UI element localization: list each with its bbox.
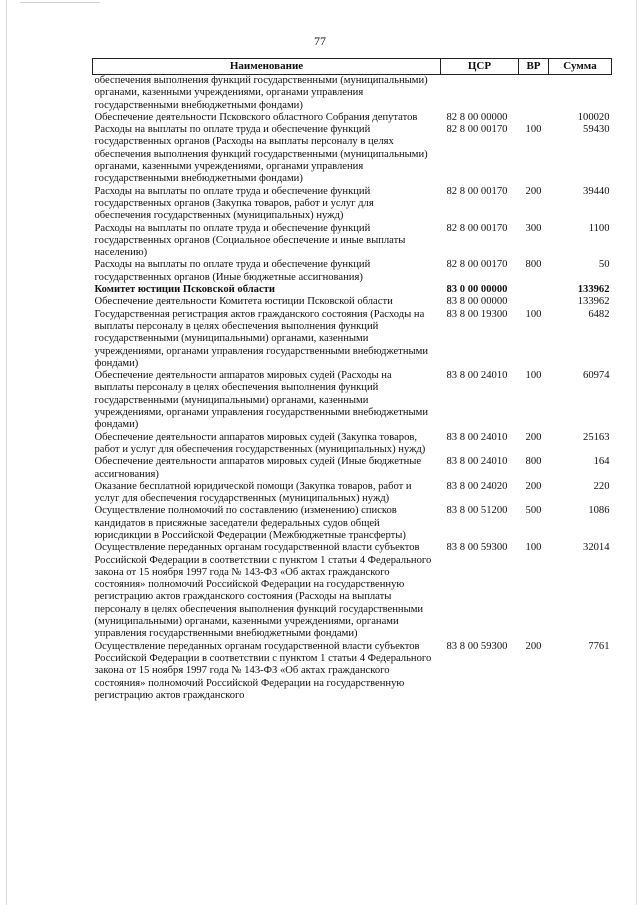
cell-sum: 59430 — [583, 124, 610, 136]
cell-vr: 500 — [525, 505, 542, 517]
cell-name: Расходы на выплаты по оплате труда и обеспечение функций государственных органов (Закупка товаров, работ и услуг для обеспечения государственных (муниципальных) нужд) — [94, 185, 374, 222]
cell-sum: 164 — [593, 456, 610, 468]
table-row — [93, 505, 612, 542]
cell-csr: 82 8 00 00170 — [446, 222, 508, 234]
cell-csr: 83 8 00 24010 — [446, 456, 508, 468]
table-row — [93, 432, 612, 457]
table-body — [93, 75, 612, 703]
cell-vr: 200 — [525, 431, 542, 443]
table-row — [93, 456, 612, 481]
cell-csr: 83 8 00 59300 — [446, 640, 508, 652]
budget-table-container — [92, 58, 611, 702]
cell-name: Расходы на выплаты по оплате труда и обеспечение функций государственных органов (Расходы на выплаты персоналу в целях обеспечения выполнения функций государственными (муниципальными) органами, казенными учреждениями, органами управления государственными внебюджетными фондами) — [94, 124, 428, 185]
cell-vr — [519, 284, 549, 296]
cell-csr: 83 8 00 59300 — [446, 542, 508, 554]
cell-csr: 83 8 00 24010 — [446, 431, 508, 443]
table-row — [93, 112, 612, 124]
cell-name: Расходы на выплаты по оплате труда и обеспечение функций государственных органов (Иные бюджетные ассигнования) — [94, 259, 371, 283]
cell-sum: 7761 — [588, 640, 610, 652]
table-row — [93, 75, 612, 112]
table-row — [93, 296, 612, 308]
cell-csr: 83 8 00 51200 — [446, 505, 508, 517]
scan-top-mark — [20, 2, 100, 3]
table-row — [93, 481, 612, 506]
cell-sum: 1086 — [588, 505, 610, 517]
cell-sum: 133962 — [577, 284, 610, 296]
cell-csr — [441, 75, 519, 112]
cell-name: Комитет юстиции Псковской области — [94, 284, 275, 296]
cell-vr: 100 — [525, 124, 542, 136]
cell-name: Осуществление полномочий по составлению (изменению) списков кандидатов в присяжные заседатели федеральных судов общей юрисдикции в Российской Федерации (Межбюджетные трансферты) — [94, 505, 406, 541]
cell-csr: 82 8 00 00170 — [446, 259, 508, 271]
table-row — [93, 542, 612, 640]
cell-name: Расходы на выплаты по оплате труда и обеспечение функций государственных органов (Социальное обеспечение и иные выплаты населению) — [94, 222, 406, 259]
cell-csr: 83 8 00 24020 — [446, 480, 508, 492]
cell-csr: 82 8 00 00000 — [446, 111, 508, 123]
cell-sum: 1100 — [588, 222, 610, 234]
cell-vr: 200 — [525, 185, 542, 197]
cell-vr: 100 — [525, 370, 542, 382]
cell-sum: 133962 — [577, 296, 610, 308]
cell-name: Государственная регистрация актов гражданского состояния (Расходы на выплаты персоналу в целях обеспечения выполнения функций государственными (муниципальными) органами, казенными учреждениями, органами управления государственными внебюджетными фондами) — [94, 308, 429, 369]
table-row — [93, 223, 612, 260]
cell-sum: 220 — [593, 480, 610, 492]
table-row — [93, 259, 612, 284]
cell-vr: 200 — [525, 640, 542, 652]
cell-name: Осуществление переданных органам государственной власти субъектов Российской Федерации в соответствии с пунктом 1 статьи 4 Федерального закона от 15 ноября 1997 года № 143-ФЗ «Об актах гражданского состояния» полномочий Российской Федерации на государственную регистрацию актов гражданского состояния (Расходы на выплаты персоналу в целях обеспечения выполнения функций государственными (муниципальными) органами, казенными учреждениями, органами управления государственными внебюджетными фондами) — [94, 542, 432, 640]
cell-csr: 83 8 00 00000 — [446, 296, 508, 308]
table-row — [93, 370, 612, 431]
header-name: Наименование — [93, 59, 441, 75]
cell-vr: 800 — [525, 259, 542, 271]
cell-vr: 200 — [525, 480, 542, 492]
budget-table — [92, 58, 612, 702]
cell-name: обеспечения выполнения функций государственными (муниципальными) органами, казенными учреждениями, органами управления государственными внебюджетными фондами) — [94, 75, 428, 111]
cell-vr: 100 — [525, 542, 542, 554]
cell-name: Осуществление переданных органам государственной власти субъектов Российской Федерации в соответствии с пунктом 1 статьи 4 Федерального закона от 15 ноября 1997 года № 143-ФЗ «Об актах гражданского состояния» полномочий Российской Федерации на государственную регистрацию актов гражданского — [94, 640, 432, 701]
cell-name: Обеспечение деятельности аппаратов мировых судей (Закупка товаров, работ и услуг для обеспечения государственных (муниципальных) нужд) — [94, 431, 426, 455]
header-csr: ЦСР — [441, 59, 519, 75]
cell-name: Обеспечение деятельности Псковского областного Собрания депутатов — [94, 111, 418, 123]
scan-edge-left — [6, 0, 7, 905]
cell-vr: 100 — [525, 308, 542, 320]
cell-name: Обеспечение деятельности аппаратов мировых судей (Иные бюджетные ассигнования) — [94, 456, 422, 480]
table-header-row — [93, 59, 612, 75]
cell-sum: 25163 — [583, 431, 610, 443]
table-row — [93, 284, 612, 296]
cell-csr: 83 8 00 19300 — [446, 308, 508, 320]
cell-vr — [519, 75, 549, 112]
cell-vr — [519, 112, 549, 124]
cell-sum: 100020 — [577, 111, 610, 123]
cell-sum: 39440 — [583, 185, 610, 197]
cell-csr: 83 8 00 24010 — [446, 370, 508, 382]
cell-csr: 83 0 00 00000 — [446, 284, 508, 296]
header-sum: Сумма — [549, 59, 612, 75]
table-row — [93, 309, 612, 370]
cell-sum: 60974 — [583, 370, 610, 382]
cell-name: Обеспечение деятельности аппаратов мировых судей (Расходы на выплаты персоналу в целях обеспечения выполнения функций государственными (муниципальными) органами, казенными учреждениями, органами управления государственными внебюджетными фондами) — [94, 370, 429, 431]
header-vr: ВР — [519, 59, 549, 75]
table-row — [93, 641, 612, 702]
cell-csr: 82 8 00 00170 — [446, 124, 508, 136]
cell-sum: 32014 — [583, 542, 610, 554]
cell-vr: 800 — [525, 456, 542, 468]
page-number: 77 — [314, 34, 326, 48]
cell-vr: 300 — [525, 222, 542, 234]
scan-edge-right — [636, 0, 637, 905]
cell-vr — [519, 296, 549, 308]
table-row — [93, 186, 612, 223]
cell-sum: 50 — [598, 259, 610, 271]
table-row — [93, 124, 612, 185]
cell-name: Оказание бесплатной юридической помощи (Закупка товаров, работ и услуг для обеспечения государственных (муниципальных) нужд) — [94, 480, 412, 505]
cell-sum: 6482 — [588, 308, 610, 320]
cell-sum — [549, 75, 612, 112]
cell-csr: 82 8 00 00170 — [446, 185, 508, 197]
cell-name: Обеспечение деятельности Комитета юстиции Псковской области — [94, 296, 393, 308]
